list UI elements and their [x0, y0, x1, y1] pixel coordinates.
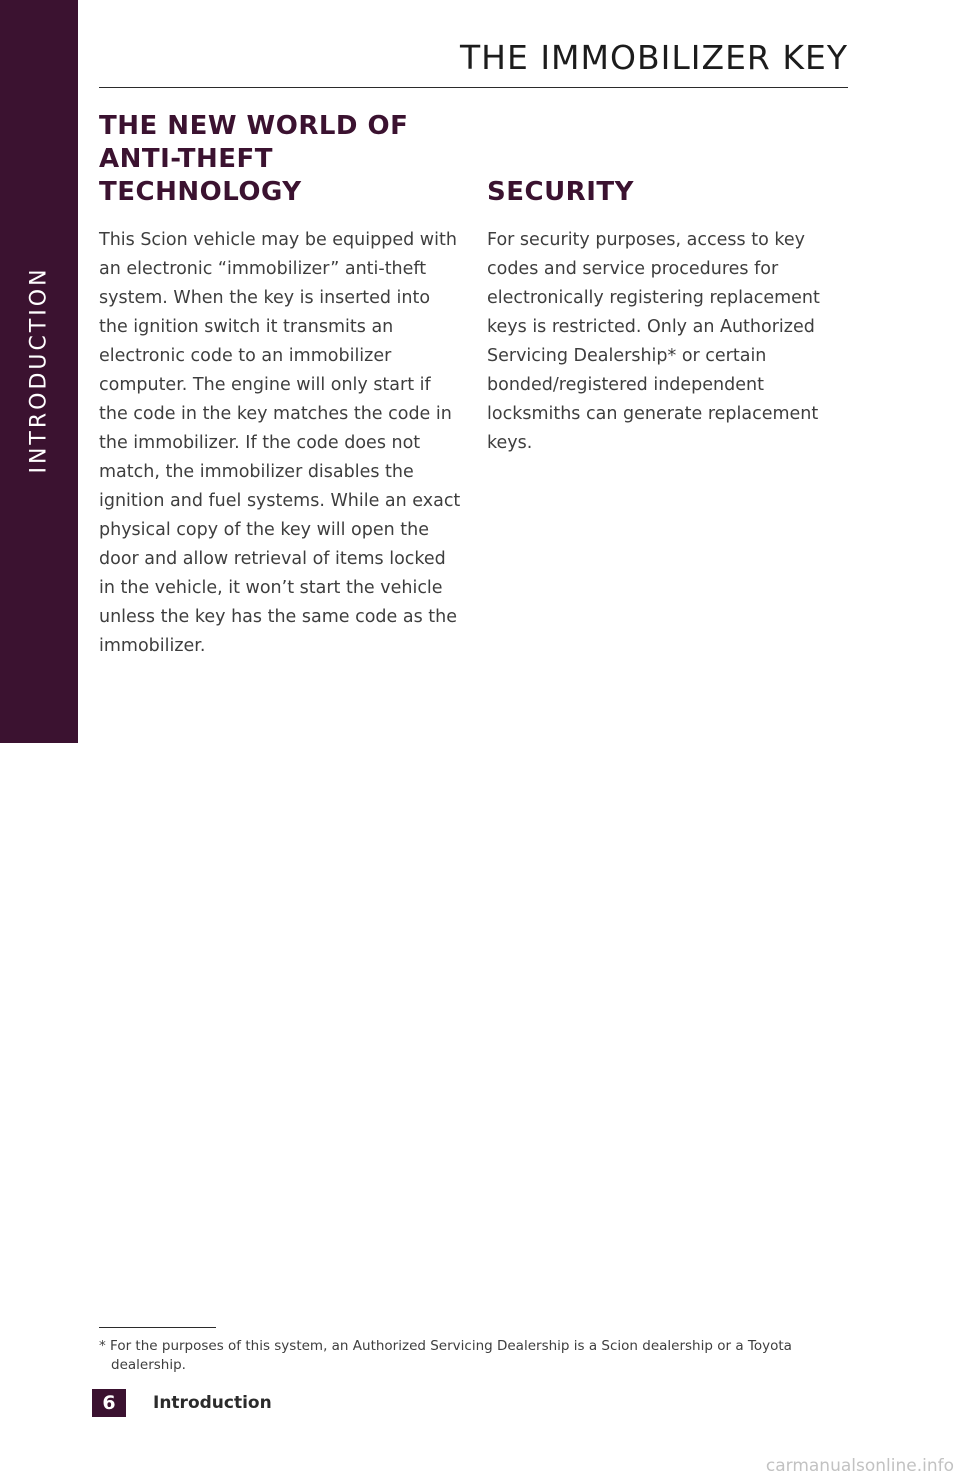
- section-body-anti-theft: This Scion vehicle may be equipped with an electronic “immobilizer” anti-theft system. When the key is inserted into the ignition switch it transmits an electronic code to an immobilizer computer. The engine will only start if the code in the key matches the code in the immobilizer. If the code does not match, the immobilizer disables the ignition and fuel systems. While an exact physical copy of the key will open the door and allow retrieval of items locked in the vehicle, it won’t start the vehicle unless the key has the same code as the immobilizer.: [99, 230, 461, 656]
- section-heading-anti-theft: THE NEW WORLD OF ANTI-THEFT TECHNOLOGY: [99, 111, 409, 207]
- section-heading-security: SECURITY: [487, 177, 634, 207]
- section-anti-theft: [99, 110, 464, 661]
- page-section-label: Introduction: [153, 1393, 272, 1413]
- page-number: 6: [92, 1389, 126, 1417]
- page-title: THE IMMOBILIZER KEY: [460, 38, 848, 77]
- watermark: carmanualsonline.info: [765, 1456, 954, 1476]
- section-security: [487, 110, 842, 458]
- section-body-security: For security purposes, access to key codes and service procedures for electronically registering replacement keys is restricted. Only an Authorized Servicing Dealership* or certain bonded/registered independent locksmiths can generate replacement keys.: [487, 230, 820, 453]
- side-tab-label: INTRODUCTION: [26, 266, 52, 474]
- title-divider: [99, 87, 848, 88]
- footnote: * For the purposes of this system, an Authorized Servicing Dealership is a Scion dealership or a Toyota dealership.: [99, 1338, 792, 1373]
- side-tab: [0, 0, 78, 743]
- footnote-divider: [99, 1327, 216, 1328]
